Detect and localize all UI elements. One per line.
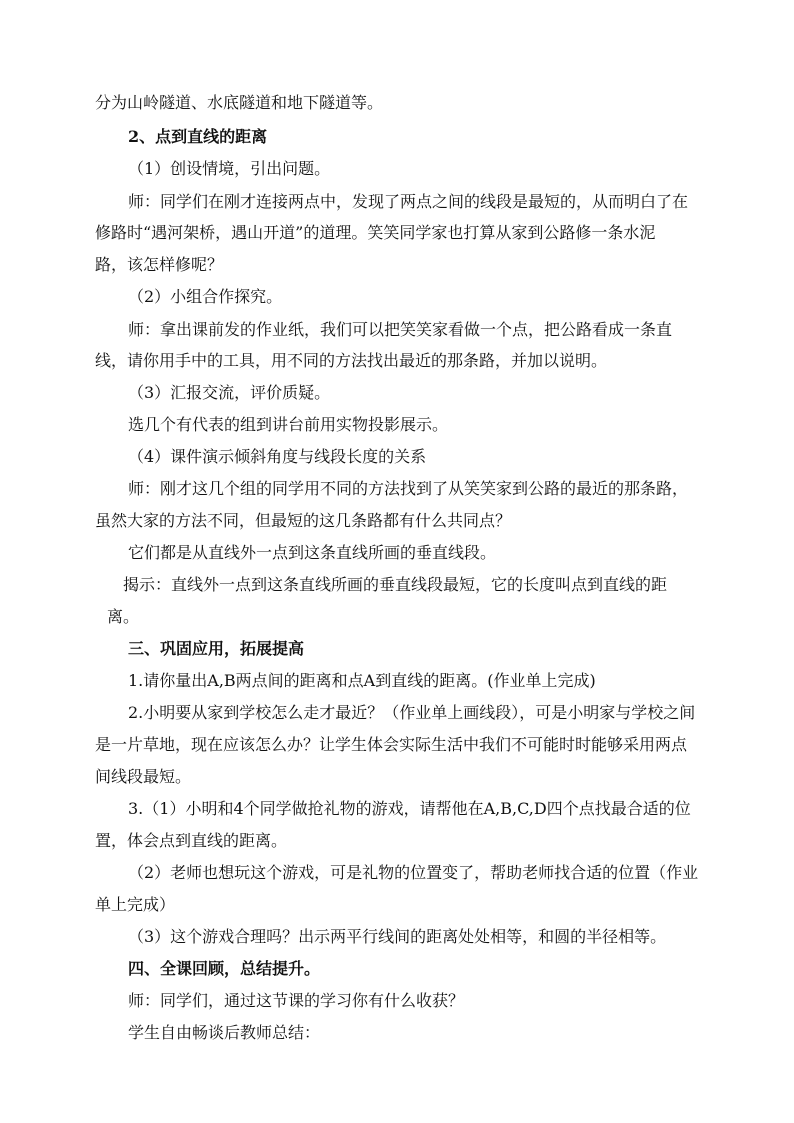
paragraph-line: 路，该怎样修呢？ bbox=[95, 255, 224, 274]
subsection-heading: （1）创设情境，引出问题。 bbox=[128, 159, 331, 178]
exercise-line: 是一片草地，现在应该怎么办？让学生体会实际生活中我们不可能时时能够采用两点 bbox=[95, 735, 688, 754]
exercise-line: 2.小明要从家到学校怎么走才最近？（作业单上画线段），可是小明家与学校之间 bbox=[128, 703, 696, 722]
exercise-line: （3）这个游戏合理吗？出示两平行线间的距离处处相等，和圆的半径相等。 bbox=[128, 927, 667, 946]
section-heading: 四、全课回顾，总结提升。 bbox=[128, 959, 321, 978]
paragraph-line: 师：拿出课前发的作业纸，我们可以把笑笑家看做一个点，把公路看成一条直 bbox=[128, 320, 673, 339]
paragraph-line: 揭示：直线外一点到这条直线所画的垂直线段最短，它的长度叫点到直线的距 bbox=[123, 575, 668, 594]
paragraph-line: 学生自由畅谈后教师总结： bbox=[128, 1023, 321, 1042]
exercise-line: 单上完成） bbox=[95, 895, 176, 914]
paragraph-line: 它们都是从直线外一点到这条直线所画的垂直线段。 bbox=[128, 543, 497, 562]
exercise-line: 1.请你量出A,B两点间的距离和点A到直线的距离。(作业单上完成) bbox=[128, 671, 596, 690]
paragraph-line: 分为山岭隧道、水底隧道和地下隧道等。 bbox=[95, 93, 384, 112]
paragraph-line: 师：同学们，通过这节课的学习你有什么收获？ bbox=[128, 991, 465, 1010]
exercise-line: 间线段最短。 bbox=[95, 767, 192, 786]
paragraph-line: 离。 bbox=[107, 607, 140, 626]
subsection-heading: （2）小组合作探究。 bbox=[128, 287, 283, 306]
paragraph-line: 线，请你用手中的工具，用不同的方法找出最近的那条路，并加以说明。 bbox=[95, 351, 608, 370]
paragraph-line: 师：同学们在刚才连接两点中，发现了两点之间的线段是最短的，从而明白了在 bbox=[128, 192, 689, 211]
paragraph-line: 选几个有代表的组到讲台前用实物投影展示。 bbox=[128, 415, 449, 434]
subsection-heading: （4）课件演示倾斜角度与线段长度的关系 bbox=[128, 447, 427, 466]
paragraph-line: 虽然大家的方法不同，但最短的这几条路都有什么共同点？ bbox=[95, 511, 512, 530]
paragraph-line: 修路时“遇河架桥，遇山开道”的道理。笑笑同学家也打算从家到公路修一条水泥 bbox=[95, 223, 656, 242]
section-heading: 三、巩固应用，拓展提高 bbox=[128, 639, 305, 658]
section-heading: 2、点到直线的距离 bbox=[128, 127, 268, 146]
exercise-line: （2）老师也想玩这个游戏，可是礼物的位置变了，帮助老师找合适的位置（作业 bbox=[128, 863, 699, 882]
paragraph-line: 师：刚才这几个组的同学用不同的方法找到了从笑笑家到公路的最近的那条路， bbox=[128, 479, 689, 498]
exercise-line: 3.（1）小明和4个同学做抢礼物的游戏，请帮他在A,B,C,D四个点找最合适的位 bbox=[128, 799, 691, 818]
subsection-heading: （3）汇报交流，评价质疑。 bbox=[128, 383, 331, 402]
exercise-line: 置，体会点到直线的距离。 bbox=[95, 831, 288, 850]
